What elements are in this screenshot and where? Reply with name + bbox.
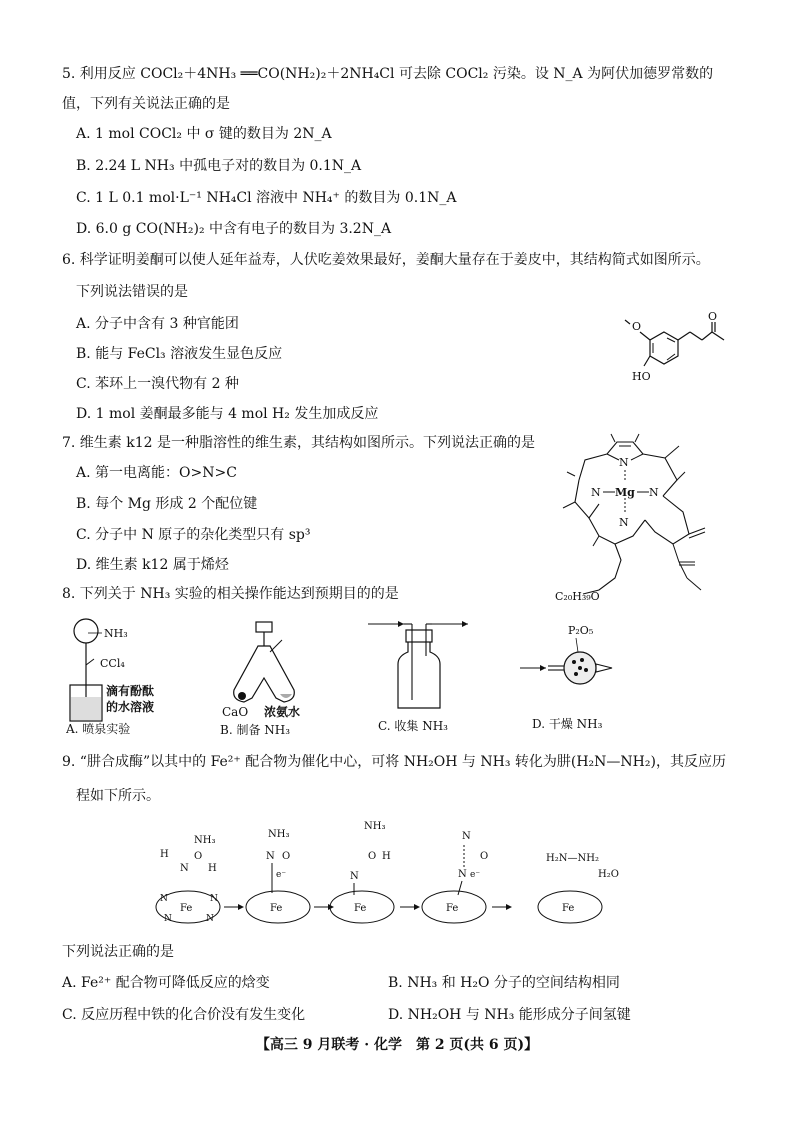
hydrazine-synthase-mechanism bbox=[150, 815, 650, 945]
s4-electron-label: e⁻ bbox=[470, 870, 481, 880]
b-solid-label: CaO bbox=[222, 705, 249, 719]
q5-option-c: C. 1 L 0.1 mol·L⁻¹ NH₄Cl 溶液中 NH₄⁺ 的数目为 0.1N_A bbox=[76, 190, 457, 206]
s4-n-top-label: N bbox=[462, 831, 471, 842]
b-liquid-label: 浓氨水 bbox=[264, 705, 301, 719]
d-caption: D. 干燥 NH₃ bbox=[532, 717, 603, 731]
q9-stem-line1: 9. “肼合成酶”以其中的 Fe²⁺ 配合物为催化中心，可将 NH₂OH 与 NH₃ 转化为肼(H₂N—NH₂)，其反应历 bbox=[62, 754, 726, 770]
q6-stem-line1: 6. 科学证明姜酮可以使人延年益寿，人伏吃姜效果最好，姜酮大量存在于姜皮中，其结构简式如图所示。 bbox=[62, 252, 710, 268]
a-caption: A. 喷泉实验 bbox=[66, 722, 131, 736]
a-liquid-label-2: 的水溶液 bbox=[106, 700, 155, 714]
s1-n-label: N bbox=[180, 863, 189, 874]
q9-option-b: B. NH₃ 和 H₂O 分子的空间结构相同 bbox=[388, 975, 620, 991]
bottom-nitrogen-label: N bbox=[619, 516, 629, 529]
q6-stem-line2: 下列说法错误的是 bbox=[76, 284, 188, 300]
c-caption: C. 收集 NH₃ bbox=[378, 719, 448, 733]
s1-nh3-label: NH₃ bbox=[194, 835, 216, 846]
q8-stem: 8. 下列关于 NH₃ 实验的相关操作能达到预期目的的是 bbox=[62, 586, 399, 602]
ketone-oxygen-label: O bbox=[708, 310, 718, 323]
q6-option-b: B. 能与 FeCl₃ 溶液发生显色反应 bbox=[76, 346, 283, 362]
s3-h-label: H bbox=[382, 851, 391, 862]
d-reagent-label: P₂O₅ bbox=[568, 624, 594, 637]
s3-nh3-label: NH₃ bbox=[364, 821, 386, 832]
s3-o-label: O bbox=[368, 851, 377, 862]
left-nitrogen-label: N bbox=[591, 486, 601, 499]
s1-ring-n-3: N bbox=[164, 914, 172, 924]
apparatus-c-collection bbox=[368, 618, 480, 740]
s4-fe-label: Fe bbox=[446, 903, 459, 914]
s1-h-label-1: H bbox=[160, 849, 169, 860]
s5-fe-label: Fe bbox=[562, 903, 575, 914]
q6-option-a: A. 分子中含有 3 种官能团 bbox=[76, 316, 239, 332]
q7-option-d: D. 维生素 k12 属于烯烃 bbox=[76, 557, 229, 573]
apparatus-a-fountain bbox=[66, 615, 176, 740]
q9-prompt: 下列说法正确的是 bbox=[62, 944, 174, 960]
q5-stem-line2: 值，下列有关说法正确的是 bbox=[62, 96, 230, 112]
q7-stem: 7. 维生素 k12 是一种脂溶性的维生素，其结构如图所示。下列说法正确的是 bbox=[62, 435, 536, 451]
q5-option-a: A. 1 mol COCl₂ 中 σ 键的数目为 2N_A bbox=[76, 126, 332, 142]
methoxy-oxygen-label: O bbox=[632, 320, 642, 333]
s1-ring-n-2: N bbox=[210, 894, 218, 904]
s5-h2o-label: H₂O bbox=[598, 869, 619, 880]
q6-option-c: C. 苯环上一溴代物有 2 种 bbox=[76, 376, 239, 392]
s4-n-label: N bbox=[458, 869, 467, 880]
q5-option-d: D. 6.0 g CO(NH₂)₂ 中含有电子的数目为 3.2N_A bbox=[76, 221, 392, 237]
s1-ring-n-4: N bbox=[206, 914, 214, 924]
q6-option-d: D. 1 mol 姜酮最多能与 4 mol H₂ 发生加成反应 bbox=[76, 406, 379, 422]
apparatus-d-drying bbox=[520, 622, 630, 740]
q5-stem-line1: 5. 利用反应 COCl₂＋4NH₃ ══CO(NH₂)₂＋2NH₄Cl 可去除 COCl₂ 污染。设 N_A 为阿伏加德罗常数的 bbox=[62, 66, 714, 82]
a-liquid-label-1: 滴有酚酞 bbox=[106, 684, 155, 698]
s1-ring-n-1: N bbox=[160, 894, 168, 904]
a-solvent-label: CCl₄ bbox=[100, 657, 125, 670]
apparatus-b-preparation bbox=[216, 618, 326, 740]
hydroxyl-label: HO bbox=[632, 370, 651, 383]
magnesium-label: Mg bbox=[615, 486, 635, 499]
q7-option-b: B. 每个 Mg 形成 2 个配位键 bbox=[76, 496, 258, 512]
q7-option-a: A. 第一电离能：O>N>C bbox=[76, 465, 237, 481]
q9-stem-line2: 程如下所示。 bbox=[76, 788, 160, 804]
q9-option-a: A. Fe²⁺ 配合物可降低反应的焓变 bbox=[62, 975, 270, 991]
s2-nh3-label: NH₃ bbox=[268, 829, 290, 840]
s4-o-label: O bbox=[480, 851, 489, 862]
a-gas-label: NH₃ bbox=[104, 627, 128, 640]
q7-option-c: C. 分子中 N 原子的杂化类型只有 sp³ bbox=[76, 527, 311, 543]
right-nitrogen-label: N bbox=[649, 486, 659, 499]
q9-option-c: C. 反应历程中铁的化合价没有发生变化 bbox=[62, 1007, 306, 1023]
b-caption: B. 制备 NH₃ bbox=[220, 723, 291, 737]
s3-fe-label: Fe bbox=[354, 903, 367, 914]
q9-option-d: D. NH₂OH 与 NH₃ 能形成分子间氢键 bbox=[388, 1007, 631, 1023]
s3-n-label: N bbox=[350, 871, 359, 882]
s1-fe-label: Fe bbox=[180, 903, 193, 914]
q5-option-b: B. 2.24 L NH₃ 中孤电子对的数目为 0.1N_A bbox=[76, 158, 362, 174]
phytyl-chain-label: C₂₀H₃₉O bbox=[555, 590, 600, 603]
s2-o-label: O bbox=[282, 851, 291, 862]
s2-n-label: N bbox=[266, 851, 275, 862]
s2-fe-label: Fe bbox=[270, 903, 283, 914]
s1-o-label: O bbox=[194, 851, 203, 862]
s5-hydrazine-label: H₂N—NH₂ bbox=[546, 853, 599, 864]
vitamin-k12-structure bbox=[555, 432, 745, 607]
s2-electron-label: e⁻ bbox=[276, 870, 287, 880]
s1-h-label-2: H bbox=[208, 863, 217, 874]
page-footer: 【高三 9 月联考 · 化学 第 2 页(共 6 页)】 bbox=[255, 1037, 539, 1053]
zingerone-structure bbox=[620, 310, 740, 390]
top-nitrogen-label: N bbox=[619, 456, 629, 469]
